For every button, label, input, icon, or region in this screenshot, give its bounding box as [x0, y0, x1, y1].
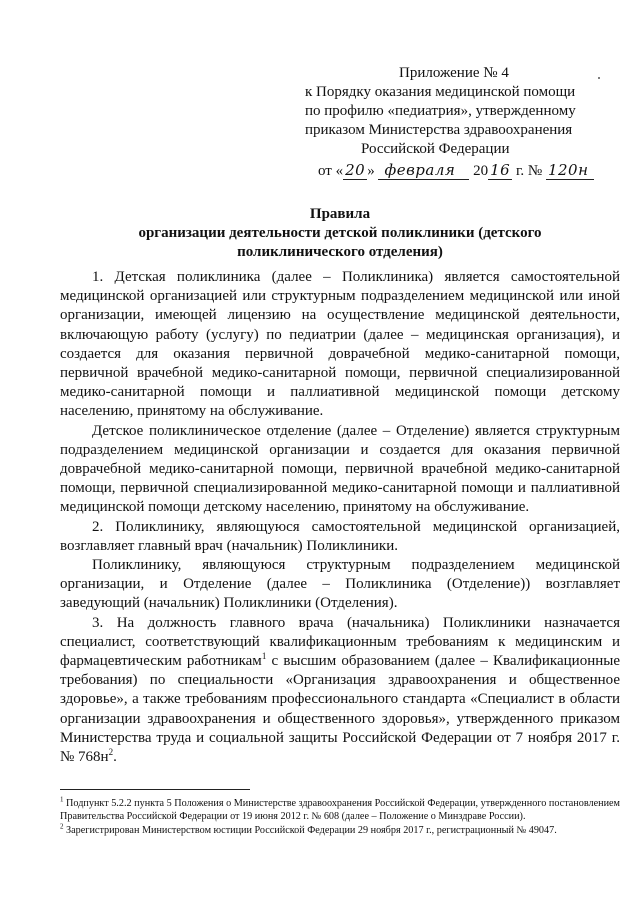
paragraph-5-part-a: 3. На должность главного врача (начальника) Поликлиники назначается специалист, соответствующий квалификационным требованиям к медицинским и фармацевтическим работникам [60, 614, 620, 670]
paragraph-5-part-b: с высшим образованием (далее – Квалификационные требования) по специальности «Организация здравоохранения и общественное здоровье», а также требованиям профессионального стандарта «Специалист в области организации здравоохранения и общественного здоровья», утвержденного приказом Министерства труда и социальной защиты Российской Федерации от 7 ноября 2017 г. № 768н [60, 653, 620, 766]
document-title [60, 205, 620, 262]
footnotes [60, 797, 620, 838]
handwritten-month: февраля [378, 161, 469, 180]
footnote-2-text: Зарегистрирован Министерством юстиции Российской Федерации 29 ноября 2017 г., регистрационный № 49047. [63, 825, 557, 836]
appendix-line-order: к Порядку оказания медицинской помощи [305, 84, 576, 100]
handwritten-day: 20 [345, 161, 366, 179]
footnote-2-mark: 2 [60, 822, 64, 831]
appendix-number: Приложение № 4 [399, 65, 509, 81]
date-mid: » [367, 163, 379, 179]
handwritten-year: 16 [490, 161, 511, 179]
footnote-ref-1: 1 [261, 651, 267, 662]
title-line-3: поликлинического отделения) [237, 244, 443, 260]
date-year-prefix: 20 [469, 163, 489, 179]
handwritten-order-number: 120н [546, 161, 595, 180]
footnote-1-text: Подпункт 5.2.2 пункта 5 Положения о Министерстве здравоохранения Российской Федерации, утвержденного постановлением Правительства Российской Федерации от 19 июня 2012 г. № 608 (далее – Положение о Минздраве России). [60, 798, 620, 822]
paragraph-3: 2. Поликлинику, являющуюся самостоятельной медицинской организацией, возглавляет главный врач (начальник) Поликлиники. [60, 518, 620, 554]
footnote-ref-2: 2 [108, 747, 114, 758]
footnote-2 [60, 824, 620, 837]
date-number-prefix: г. № [512, 163, 546, 179]
appendix-line-federation: Российской Федерации [361, 141, 510, 157]
date-prefix: от « [318, 163, 344, 179]
appendix-line-profile: по профилю «педиатрия», утвержденному [305, 103, 576, 119]
paragraph-2: Детское поликлиническое отделение (далее – Отделение) является структурным подразделением медицинской организации и создается для оказания первичной доврачебной медико-санитарной помощи, первичной врачебной медико-санитарной помощи, первичной специализированной медико-санитарной помощи и паллиативной медицинской помощи детскому населению, принятому на обслуживание. [60, 422, 620, 516]
paragraph-5-part-c: . [113, 749, 117, 766]
paragraph-1: 1. Детская поликлиника (далее – Поликлиника) является самостоятельной медицинской организацией или структурным подразделением медицинской или иной организации, имеющей лицензию на осуществление медицинской деятельности, включающую работу (услугу) по педиатрии (далее – медицинская организация), и создается для оказания первичной доврачебной медико-санитарной помощи, первичной врачебной медико-санитарной помощи, первичной специализированной медико-санитарной помощи и паллиативной медицинской помощи детскому населению, принятому на обслуживание. [60, 269, 620, 420]
paragraph-5 [60, 614, 620, 768]
appendix-line-ministry: приказом Министерства здравоохранения [305, 122, 573, 138]
footnote-1-mark: 1 [60, 795, 64, 804]
footnote-1 [60, 797, 620, 823]
footnote-separator [60, 789, 250, 790]
scan-speck [598, 77, 600, 79]
appendix-date-line [318, 161, 594, 181]
title-line-2: организации деятельности детской поликлиники (детского [138, 225, 542, 241]
title-line-rules: Правила [309, 206, 371, 222]
document-body [60, 268, 620, 767]
paragraph-4: Поликлинику, являющуюся структурным подразделением медицинской организации, и Отделение (далее – Поликлиника (Отделение)) возглавляет заведующий (начальник) Поликлиники (Отделения). [60, 557, 620, 612]
